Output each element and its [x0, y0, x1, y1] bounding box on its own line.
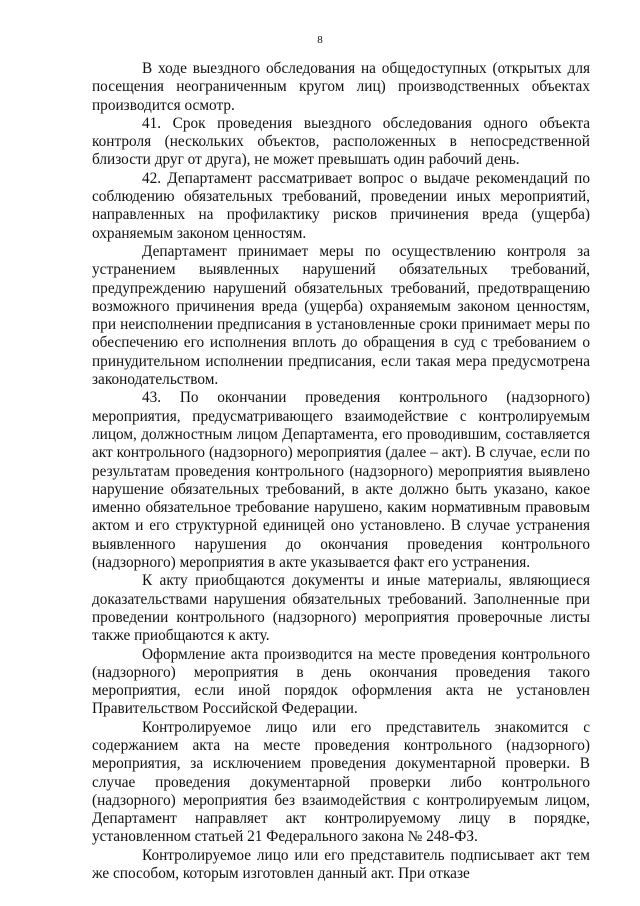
paragraph-department-measures: Департамент принимает меры по осуществлению контроля за устранением выявленных нарушений обязательных требований, предупреждению нарушений обязательных требований, предотвращению возможного причинения вреда (ущерба) охраняемым законом ценностям, при неисполнении предписания в установленные сроки принимает меры по обеспечению его исполнения вплоть до обращения в суд с требованием о принудительном исполнении предписания, если такая мера предусмотрена законодательством. [92, 242, 590, 389]
paragraph-act-formalization: Оформление акта производится на месте проведения контрольного (надзорного) мероприятия в день окончания проведения такого мероприятия, если иной порядок оформления акта не установлен Правительством Российской Федерации. [92, 645, 590, 718]
paragraph-act-signing: Контролируемое лицо или его представитель подписывает акт тем же способом, которым изготовлен данный акт. При отказе [92, 846, 590, 883]
document-body [92, 60, 590, 883]
paragraph-act-attachments: К акту приобщаются документы и иные материалы, являющиеся доказательствами нарушения обязательных требований. Заполненные при проведении контрольного (надзорного) мероприятия проверочные листы также приобщаются к акту. [92, 572, 590, 645]
paragraph-43: 43. По окончании проведения контрольного (надзорного) мероприятия, предусматривающего взаимодействие с контролируемым лицом, должностным лицом Департамента, его проводившим, составляется акт контрольного (надзорного) мероприятия (далее – акт). В случае, если по результатам проведения контрольного (надзорного) мероприятия выявлено нарушение обязательных требований, в акте должно быть указано, какое именно обязательное требование нарушено, каким нормативным правовым актом и его структурной единицей оно установлено. В случае устранения выявленного нарушения до окончания проведения контрольного (надзорного) мероприятия в акте указывается факт его устранения. [92, 389, 590, 572]
paragraph-inspection-survey: В ходе выездного обследования на общедоступных (открытых для посещения неограниченным кругом лиц) производственных объектах производится осмотр. [92, 60, 590, 114]
paragraph-42: 42. Департамент рассматривает вопрос о выдаче рекомендаций по соблюдению обязательных требований, проведении иных мероприятий, направленных на профилактику рисков причинения вреда (ущерба) охраняемым законом ценностям. [92, 169, 590, 242]
page-number: 8 [317, 34, 323, 46]
paragraph-41: 41. Срок проведения выездного обследования одного объекта контроля (нескольких объектов, расположенных в непосредственной близости друг от друга), не может превышать один рабочий день. [92, 114, 590, 169]
paragraph-act-review: Контролируемое лицо или его представитель знакомится с содержанием акта на месте проведения контрольного (надзорного) мероприятия, за исключением проведения документарной проверки. В случае проведения документарной проверки либо контрольного (надзорного) мероприятия без взаимодействия с контролируемым лицом, Департамент направляет акт контролируемому лицу в порядке, установленном статьей 21 Федерального закона № 248-ФЗ. [92, 718, 590, 846]
